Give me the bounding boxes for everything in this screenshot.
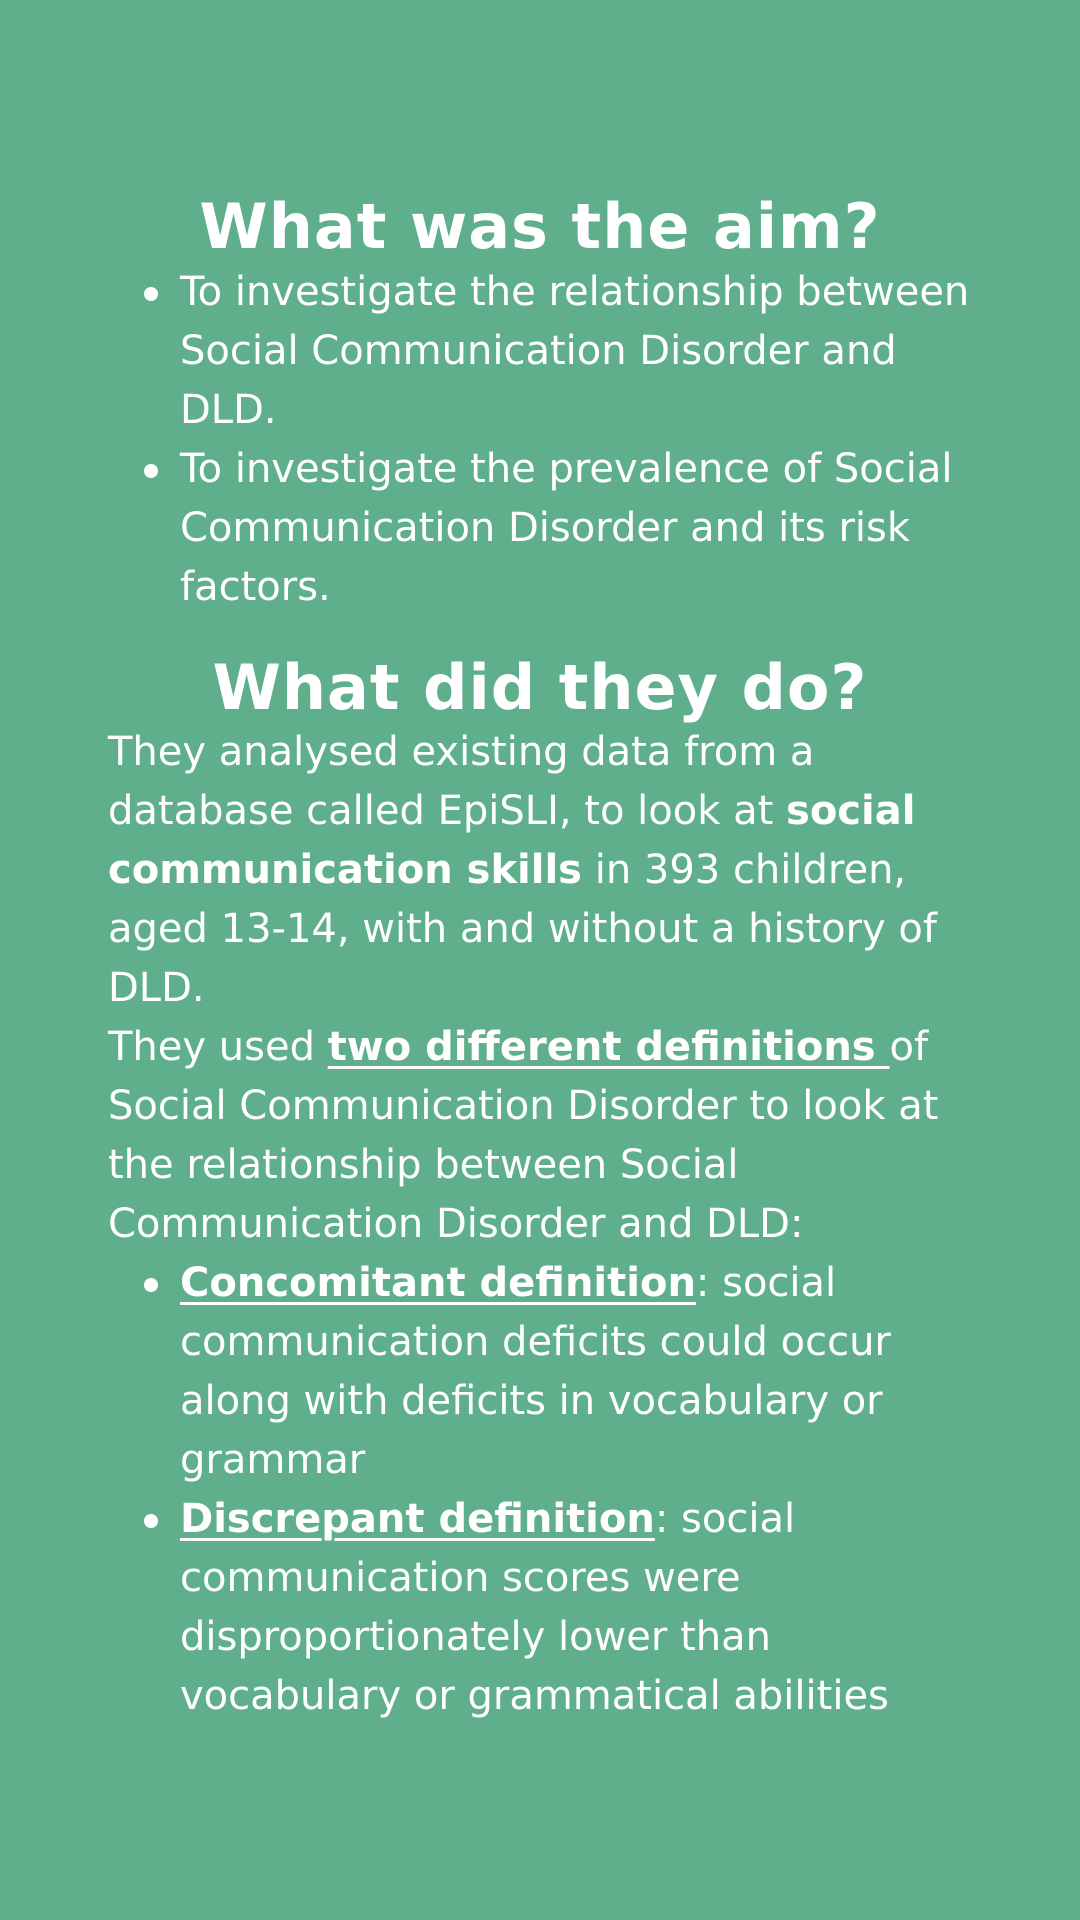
aim-bullet-2: To investigate the prevalence of Social Communication Disorder and its risk factors. — [108, 440, 988, 617]
aim-list — [108, 263, 988, 617]
definition-text-concomitant: : social communication deficits could occur along with deficits in vocabulary or grammar — [180, 1260, 891, 1483]
paragraph-2-text-b: of Social Communication Disorder to look at the relationship between Social Communication Disorder and DLD: — [108, 1024, 939, 1247]
social-communication-skills-emphasis: social communication skills — [108, 788, 916, 893]
definition-item-discrepant — [108, 1490, 988, 1726]
aim-bullet-1: To investigate the relationship between Social Communication Disorder and DLD. — [108, 263, 988, 440]
method-paragraph-2 — [108, 1018, 988, 1254]
method-paragraph-1 — [108, 723, 988, 1018]
paragraph-1-text-b: in 393 children, aged 13-14, with and without a history of DLD. — [108, 847, 937, 1011]
aim-heading: What was the aim? — [199, 190, 881, 263]
method-heading: What did they do? — [212, 651, 868, 724]
definition-term-discrepant — [180, 1496, 655, 1542]
definition-term-concomitant-underline: Concomitant definition — [180, 1260, 696, 1306]
paragraph-1-text-a: They analysed existing data from a database called EpiSLI, to look at — [108, 729, 815, 834]
definition-term-concomitant — [180, 1260, 696, 1306]
definition-item-concomitant — [108, 1254, 988, 1490]
definition-text-discrepant: : social communication scores were disproportionately lower than vocabulary or grammatical abilities — [180, 1496, 889, 1719]
method-body — [108, 723, 988, 1726]
definition-list — [108, 1254, 988, 1726]
two-definitions-underline: two different definitions — [327, 1024, 890, 1070]
definition-term-discrepant-underline: Discrepant definition — [180, 1496, 655, 1542]
two-definitions-emphasis — [328, 1024, 890, 1070]
paragraph-2-text-a: They used — [108, 1024, 328, 1070]
